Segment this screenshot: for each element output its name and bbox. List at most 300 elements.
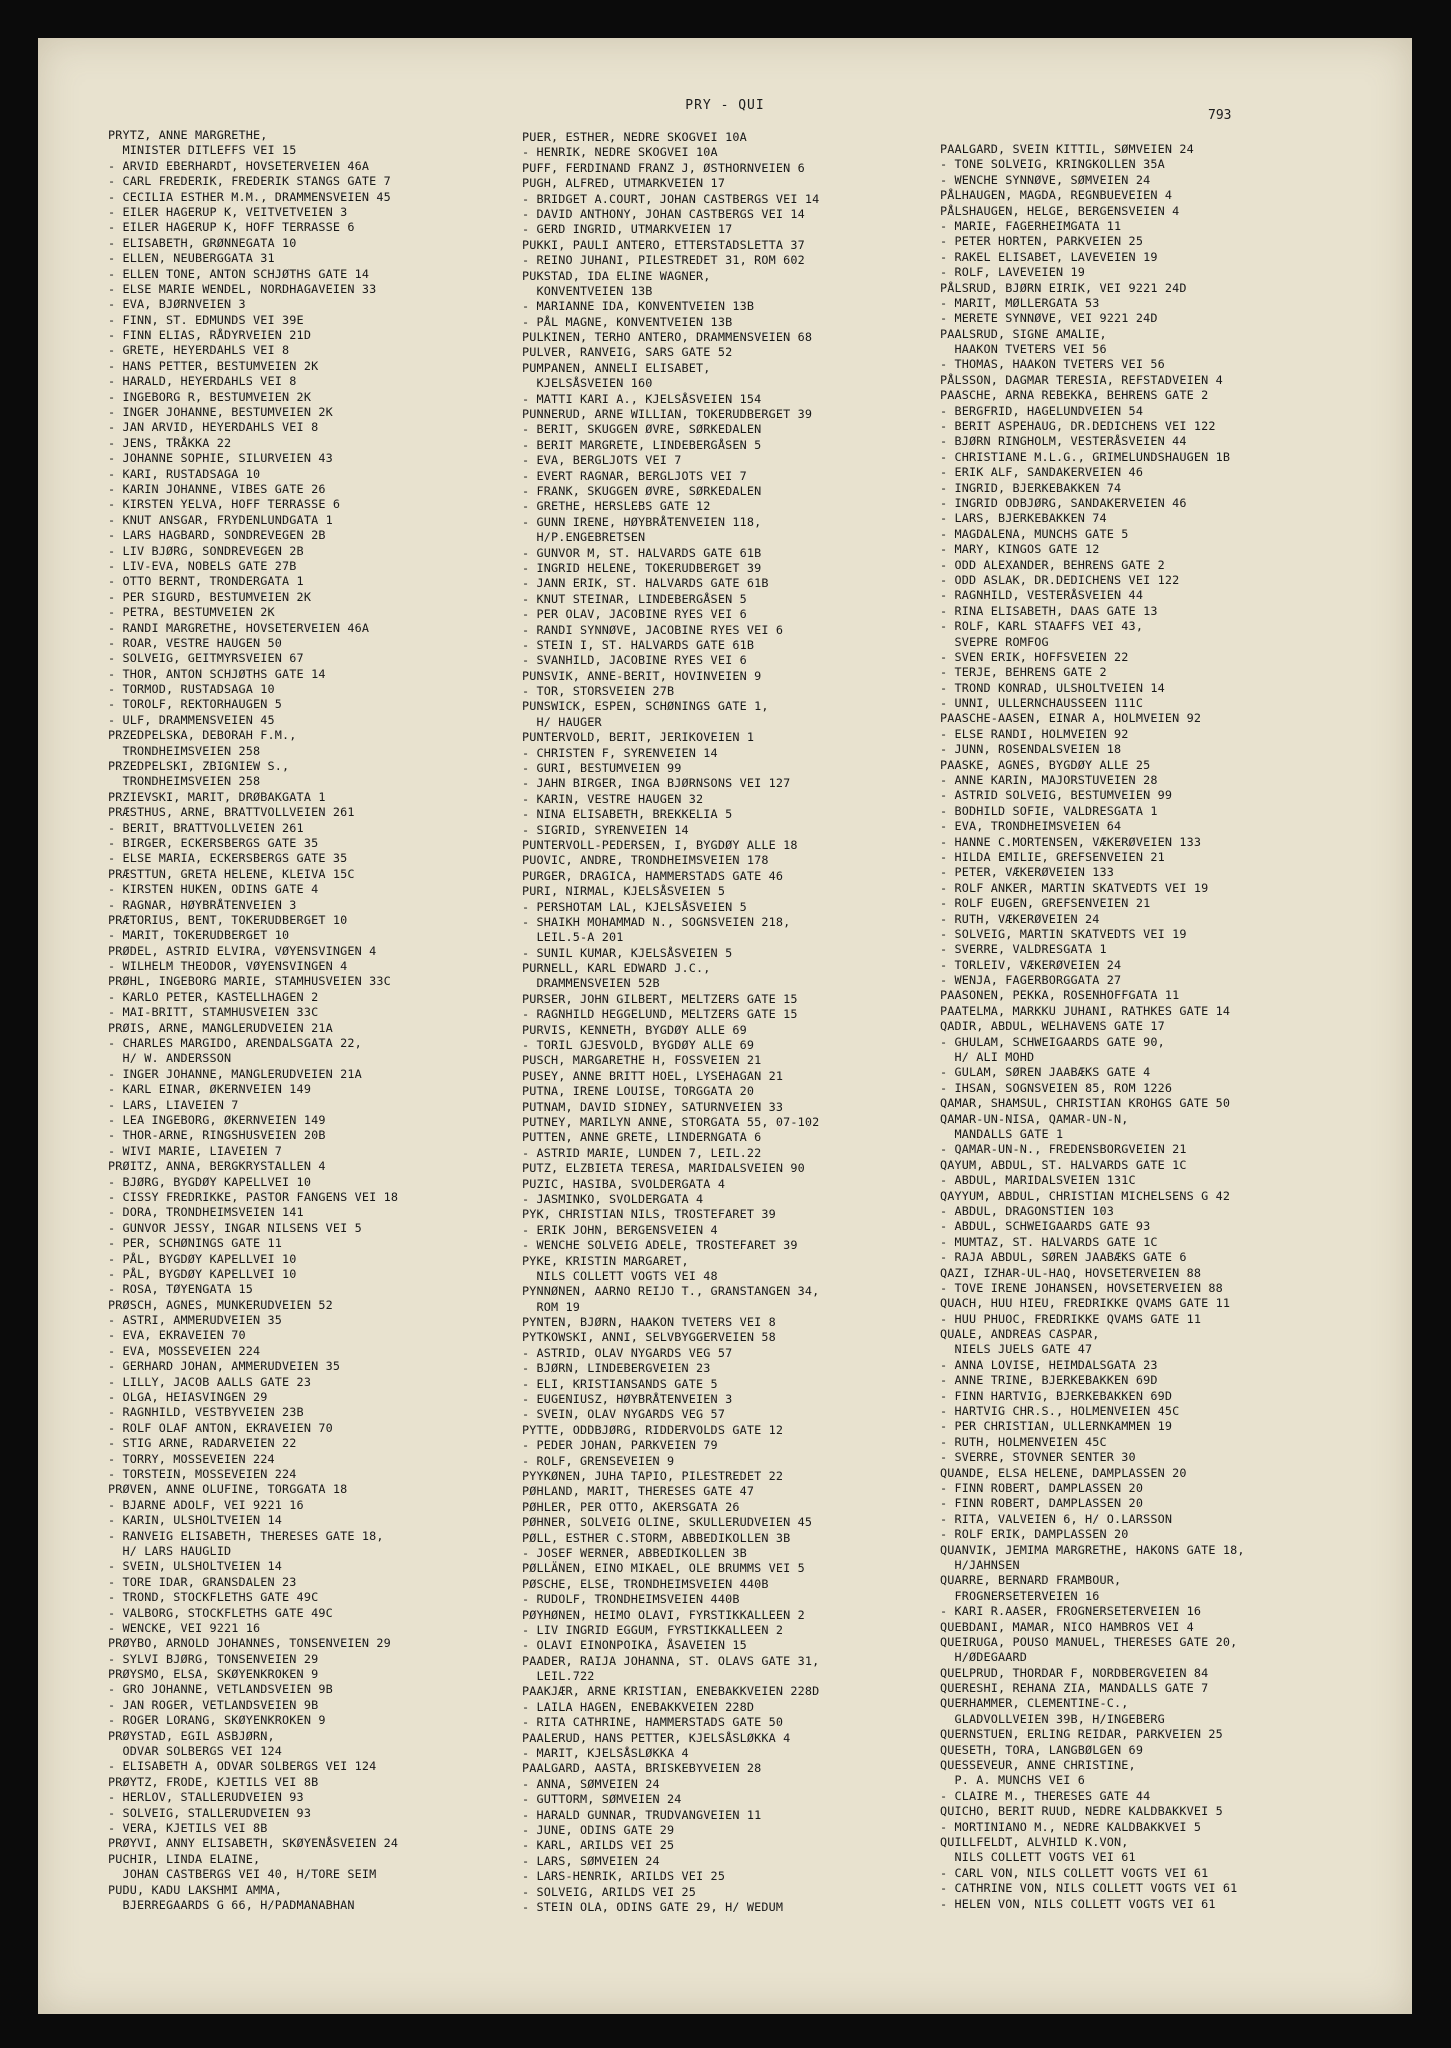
directory-entry-line: - THOMAS, HAAKON TVETERS VEI 56 [940, 357, 1165, 372]
directory-entry-line: LEIL.722 [522, 1669, 595, 1684]
directory-entry-line: - LIV BJØRG, SONDREVEGEN 2B [108, 543, 304, 558]
directory-entry-line: - MARY, KINGOS GATE 12 [940, 542, 1100, 557]
directory-entry-line: - EVERT RAGNAR, BERGLJOTS VEI 7 [522, 468, 747, 483]
directory-entry-line: QAMAR, SHAMSUL, CHRISTIAN KROHGS GATE 50 [940, 1096, 1231, 1111]
directory-entry-line: - CECILIA ESTHER M.M., DRAMMENSVEIEN 45 [108, 189, 391, 204]
directory-entry-line: HAAKON TVETERS VEI 56 [940, 342, 1107, 357]
directory-entry-line: - TOVE IRENE JOHANSEN, HOVSETERVEIEN 88 [940, 1280, 1223, 1295]
directory-entry-line: - TORIL GJESVOLD, BYGDØY ALLE 69 [522, 1038, 755, 1053]
directory-entry-line: - HARTVIG CHR.S., HOLMENVEIEN 45C [940, 1404, 1180, 1419]
directory-entry-line: - JOSEF WERNER, ABBEDIKOLLEN 3B [522, 1545, 747, 1560]
directory-entry-line: - ASTRID, OLAV NYGARDS VEG 57 [522, 1345, 733, 1360]
directory-entry-line: - RANVEIG ELISABETH, THERESES GATE 18, [108, 1528, 384, 1543]
directory-entry-line: QUEIRUGA, POUSO MANUEL, THERESES GATE 20, [940, 1634, 1238, 1649]
directory-entry-line: - ABDUL, SCHWEIGAARDS GATE 93 [940, 1219, 1151, 1234]
directory-entry-line: - HUU PHUOC, FREDRIKKE QVAMS GATE 11 [940, 1311, 1202, 1326]
directory-entry-line: - RAGNHILD, VESTBYVEIEN 23B [108, 1405, 304, 1420]
directory-entry-line: QUACH, HUU HIEU, FREDRIKKE QVAMS GATE 11 [940, 1296, 1231, 1311]
directory-entry-line: PUTNA, IRENE LOUISE, TORGGATA 20 [522, 1084, 755, 1099]
directory-entry-line: - MAI-BRITT, STAMHUSVEIEN 33C [108, 1005, 319, 1020]
directory-entry-line: - CHARLES MARGIDO, ARENDALSGATA 22, [108, 1036, 362, 1051]
directory-entry-line: NIELS JUELS GATE 47 [940, 1342, 1093, 1357]
directory-entry-line: - JAHN BIRGER, INGA BJØRNSONS VEI 127 [522, 776, 791, 791]
directory-entry-line: PRØYBO, ARNOLD JOHANNES, TONSENVEIEN 29 [108, 1636, 391, 1651]
directory-entry-line: - PER SIGURD, BESTUMVEIEN 2K [108, 589, 312, 604]
directory-entry-line: KONVENTVEIEN 13B [522, 283, 653, 298]
directory-entry-line: PRØYVI, ANNY ELISABETH, SKØYENÅSVEIEN 24 [108, 1836, 399, 1851]
directory-entry-line: PRYTZ, ANNE MARGRETHE, [108, 128, 268, 142]
directory-entry-line: PÅLSRUD, BJØRN EIRIK, VEI 9221 24D [940, 280, 1187, 295]
directory-entry-line: - BERIT, BRATTVOLLVEIEN 261 [108, 820, 304, 835]
directory-entry-line: - JUNE, ODINS GATE 29 [522, 1822, 675, 1837]
directory-entry-line: - LILLY, JACOB AALLS GATE 23 [108, 1374, 312, 1389]
directory-entry-line: - TORMOD, RUSTADSAGA 10 [108, 682, 275, 697]
directory-entry-line: - KARIN, ULSHOLTVEIEN 14 [108, 1513, 283, 1528]
directory-entry-line: - GRO JOHANNE, VETLANDSVEIEN 9B [108, 1682, 333, 1697]
directory-entry-line: - JAN ROGER, VETLANDSVEIEN 9B [108, 1697, 319, 1712]
directory-entry-line: - DAVID ANTHONY, JOHAN CASTBERGS VEI 14 [522, 206, 805, 221]
directory-entry-line: - ROSA, TØYENGATA 15 [108, 1282, 254, 1297]
directory-entry-line: - BJARNE ADOLF, VEI 9221 16 [108, 1497, 304, 1512]
directory-entry-line: - STEIN OLA, ODINS GATE 29, H/ WEDUM [522, 1899, 784, 1914]
directory-entry-line: QUEBDANI, MAMAR, NICO HAMBROS VEI 4 [940, 1619, 1194, 1634]
directory-entry-line: NILS COLLETT VOGTS VEI 61 [940, 1850, 1136, 1865]
directory-entry-line: PUNSWICK, ESPEN, SCHØNINGS GATE 1, [522, 699, 769, 714]
directory-entry-line: - PÅL MAGNE, KONVENTVEIEN 13B [522, 314, 733, 329]
directory-entry-line: PYYKØNEN, JUHA TAPIO, PILESTREDET 22 [522, 1468, 784, 1483]
directory-entry-line: PÅLHAUGEN, MAGDA, REGNBUEVEIEN 4 [940, 188, 1173, 203]
directory-entry-line: - HARALD GUNNAR, TRUDVANGVEIEN 11 [522, 1807, 762, 1822]
directory-entry-line: - REINO JUHANI, PILESTREDET 31, ROM 602 [522, 253, 805, 268]
directory-entry-line: - LAILA HAGEN, ENEBAKKVEIEN 228D [522, 1699, 755, 1714]
directory-entry-line: - SYLVI BJØRG, TONSENVEIEN 29 [108, 1651, 319, 1666]
directory-entry-line: - FINN HARTVIG, BJERKEBAKKEN 69D [940, 1388, 1173, 1403]
directory-entry-line: PURSER, JOHN GILBERT, MELTZERS GATE 15 [522, 991, 798, 1006]
directory-entry-line: - PER OLAV, JACOBINE RYES VEI 6 [522, 607, 747, 622]
directory-entry-line: SVEPRE ROMFOG [940, 634, 1049, 649]
directory-entry-line: - PETER, VÆKERØVEIEN 133 [940, 865, 1115, 880]
directory-entry-line: - WENCKE, VEI 9221 16 [108, 1620, 261, 1635]
directory-entry-line: - RUTH, HOLMENVEIEN 45C [940, 1434, 1107, 1449]
directory-entry-line: - VERA, KJETILS VEI 8B [108, 1820, 268, 1835]
directory-entry-line: PUTZ, ELZBIETA TERESA, MARIDALSVEIEN 90 [522, 1161, 805, 1176]
directory-entry-line: PYNNØNEN, AARNO REIJO T., GRANSTANGEN 34, [522, 1284, 820, 1299]
directory-entry-line: TRONDHEIMSVEIEN 258 [108, 743, 261, 758]
directory-entry-line: - PER, SCHØNINGS GATE 11 [108, 1236, 283, 1251]
directory-entry-line: - ANNA LOVISE, HEIMDALSGATA 23 [940, 1357, 1158, 1372]
directory-entry-line: - KARI, RUSTADSAGA 10 [108, 466, 261, 481]
directory-entry-line: QUERNSTUEN, ERLING REIDAR, PARKVEIEN 25 [940, 1727, 1223, 1742]
directory-entry-line: - RAGNAR, HØYBRÅTENVEIEN 3 [108, 897, 297, 912]
directory-entry-line: - ARVID EBERHARDT, HOVSETERVEIEN 46A [108, 158, 370, 173]
directory-entry-line: - RAGNHILD HEGGELUND, MELTZERS GATE 15 [522, 1007, 798, 1022]
directory-entry-line: TRONDHEIMSVEIEN 258 [108, 774, 261, 789]
directory-entry-line: - KIRSTEN HUKEN, ODINS GATE 4 [108, 882, 319, 897]
directory-entry-line: - MAGDALENA, MUNCHS GATE 5 [940, 526, 1129, 541]
directory-entry-line: - UNNI, ULLERNCHAUSSEEN 111C [940, 696, 1144, 711]
directory-entry-line: - LARS HAGBARD, SONDREVEGEN 2B [108, 528, 326, 543]
directory-entry-line: PUKKI, PAULI ANTERO, ETTERSTADSLETTA 37 [522, 237, 805, 252]
directory-entry-line: - INGRID ODBJØRG, SANDAKERVEIEN 46 [940, 495, 1187, 510]
directory-entry-line: PUTNAM, DAVID SIDNEY, SATURNVEIEN 33 [522, 1099, 784, 1114]
directory-entry-line: - PERSHOTAM LAL, KJELSÅSVEIEN 5 [522, 899, 747, 914]
directory-entry-line: PRØDEL, ASTRID ELVIRA, VØYENSVINGEN 4 [108, 943, 377, 958]
directory-entry-line: - ODD ALEXANDER, BEHRENS GATE 2 [940, 557, 1165, 572]
directory-entry-line: - ODD ASLAK, DR.DEDICHENS VEI 122 [940, 572, 1180, 587]
directory-entry-line: - CHRISTIANE M.L.G., GRIMELUNDSHAUGEN 1B [940, 449, 1231, 464]
directory-entry-line: - CHRISTEN F, SYRENVEIEN 14 [522, 745, 718, 760]
directory-entry-line: PRØITZ, ANNA, BERGKRYSTALLEN 4 [108, 1159, 326, 1174]
directory-entry-line: - GUNN IRENE, HØYBRÅTENVEIEN 118, [522, 514, 762, 529]
directory-entry-line: - KIRSTEN YELVA, HOFF TERRASSE 6 [108, 497, 341, 512]
directory-entry-line: PURNELL, KARL EDWARD J.C., [522, 961, 711, 976]
directory-entry-line: PRZIEVSKI, MARIT, DRØBAKGATA 1 [108, 789, 326, 804]
directory-entry-line: - TORRY, MOSSEVEIEN 224 [108, 1451, 275, 1466]
directory-entry-line: - BJØRN, LINDEBERGVEIEN 23 [522, 1361, 711, 1376]
directory-entry-line: - JAN ARVID, HEYERDAHLS VEI 8 [108, 420, 319, 435]
directory-entry-line: - RUTH, VÆKERØVEIEN 24 [940, 911, 1100, 926]
directory-entry-line: - KARIN JOHANNE, VIBES GATE 26 [108, 481, 326, 496]
directory-entry-line: - INGER JOHANNE, BESTUMVEIEN 2K [108, 405, 333, 420]
directory-entry-line: PUNNERUD, ARNE WILLIAN, TOKERUDBERGET 39 [522, 407, 813, 422]
directory-entry-line: - RANDI MARGRETHE, HOVSETERVEIEN 46A [108, 620, 370, 635]
directory-entry-line: - WENCHE SYNNØVE, SØMVEIEN 24 [940, 172, 1151, 187]
directory-entry-line: - EUGENIUSZ, HØYBRÅTENVEIEN 3 [522, 1392, 733, 1407]
directory-entry-line: - RAJA ABDUL, SØREN JAABÆKS GATE 6 [940, 1250, 1187, 1265]
directory-entry-line: - ELSE MARIE WENDEL, NORDHAGAVEIEN 33 [108, 281, 377, 296]
directory-entry-line: PAASKE, AGNES, BYGDØY ALLE 25 [940, 757, 1151, 772]
directory-entry-line: - SOLVEIG, ARILDS VEI 25 [522, 1884, 697, 1899]
directory-entry-line: - JASMINKO, SVOLDERGATA 4 [522, 1191, 704, 1206]
directory-entry-line: QUESSEVEUR, ANNE CHRISTINE, [940, 1758, 1136, 1773]
directory-entry-line: - SVANHILD, JACOBINE RYES VEI 6 [522, 653, 747, 668]
directory-entry-line: - PETER HORTEN, PARKVEIEN 25 [940, 234, 1144, 249]
directory-entry-line: - ROLF ERIK, DAMPLASSEN 20 [940, 1527, 1129, 1542]
directory-entry-line: - FINN, ST. EDMUNDS VEI 39E [108, 312, 304, 327]
directory-entry-line: - ASTRI, AMMERUDVEIEN 35 [108, 1313, 283, 1328]
directory-entry-line: - IHSAN, SOGNSVEIEN 85, ROM 1226 [940, 1080, 1173, 1095]
directory-entry-line: - BERIT, SKUGGEN ØVRE, SØRKEDALEN [522, 422, 762, 437]
directory-entry-line: - GUNVOR M, ST. HALVARDS GATE 61B [522, 545, 762, 560]
directory-entry-line: - INGRID HELENE, TOKERUDBERGET 39 [522, 560, 762, 575]
directory-entry-line: - KARL EINAR, ØKERNVEIEN 149 [108, 1082, 312, 1097]
directory-entry-line: - ELISABETH, GRØNNEGATA 10 [108, 235, 297, 250]
directory-entry-line: PAADER, RAIJA JOHANNA, ST. OLAVS GATE 31, [522, 1653, 820, 1668]
directory-entry-line: PAASCHE-AASEN, EINAR A, HOLMVEIEN 92 [940, 711, 1202, 726]
directory-entry-line: - ERIK JOHN, BERGENSVEIEN 4 [522, 1222, 718, 1237]
directory-entry-line: - INGER JOHANNE, MANGLERUDVEIEN 21A [108, 1066, 362, 1081]
directory-entry-line: - RAGNHILD, VESTERÅSVEIEN 44 [940, 588, 1144, 603]
directory-entry-line: FROGNERSETERVEIEN 16 [940, 1588, 1100, 1603]
directory-entry-line: - ASTRID SOLVEIG, BESTUMVEIEN 99 [940, 788, 1173, 803]
running-head: PRY - QUI [685, 98, 765, 113]
directory-entry-line: - LARS-HENRIK, ARILDS VEI 25 [522, 1869, 726, 1884]
directory-entry-line: PAASCHE, ARNA REBEKKA, BEHRENS GATE 2 [940, 388, 1209, 403]
directory-entry-line: - SOLVEIG, GEITMYRSVEIEN 67 [108, 651, 304, 666]
directory-entry-line: - HILDA EMILIE, GREFSENVEIEN 21 [940, 849, 1165, 864]
directory-entry-line: PAALGARD, AASTA, BRISKEBYVEIEN 28 [522, 1761, 762, 1776]
directory-entry-line: PØYHØNEN, HEIMO OLAVI, FYRSTIKKALLEEN 2 [522, 1607, 805, 1622]
directory-entry-line: PUER, ESTHER, NEDRE SKOGVEI 10A [522, 130, 747, 144]
directory-entry-line: PUTTEN, ANNE GRETE, LINDERNGATA 6 [522, 1130, 762, 1145]
directory-entry-line: - ERIK ALF, SANDAKERVEIEN 46 [940, 465, 1144, 480]
directory-entry-line: - DORA, TRONDHEIMSVEIEN 141 [108, 1205, 304, 1220]
directory-entry-line: - EVA, TRONDHEIMSVEIEN 64 [940, 819, 1122, 834]
directory-entry-line: PRÆSTHUS, ARNE, BRATTVOLLVEIEN 261 [108, 805, 355, 820]
directory-entry-line: - FINN ROBERT, DAMPLASSEN 20 [940, 1480, 1144, 1495]
directory-entry-line: PÅLSSON, DAGMAR TERESIA, REFSTADVEIEN 4 [940, 372, 1223, 387]
directory-entry-line: - NINA ELISABETH, BREKKELIA 5 [522, 807, 733, 822]
directory-entry-line: - ELI, KRISTIANSANDS GATE 5 [522, 1376, 718, 1391]
directory-entry-line: - RINA ELISABETH, DAAS GATE 13 [940, 603, 1158, 618]
directory-entry-line: - LIV-EVA, NOBELS GATE 27B [108, 558, 297, 573]
directory-entry-line: - EILER HAGERUP K, VEITVETVEIEN 3 [108, 204, 348, 219]
directory-entry-line: PØLLÄNEN, EINO MIKAEL, OLE BRUMMS VEI 5 [522, 1561, 805, 1576]
directory-entry-line: - RITA CATHRINE, HAMMERSTADS GATE 50 [522, 1715, 784, 1730]
directory-entry-line: P. A. MUNCHS VEI 6 [940, 1773, 1086, 1788]
directory-entry-line: H/ LARS HAUGLID [108, 1543, 232, 1558]
directory-entry-line: - HANS PETTER, BESTUMVEIEN 2K [108, 358, 319, 373]
directory-entry-line: QUICHO, BERIT RUUD, NEDRE KALDBAKKVEI 5 [940, 1804, 1223, 1819]
directory-entry-line: - ROLF EUGEN, GREFSENVEIEN 21 [940, 896, 1151, 911]
directory-entry-line: PAAKJÆR, ARNE KRISTIAN, ENEBAKKVEIEN 228D [522, 1684, 820, 1699]
directory-entry-line: - WILHELM THEODOR, VØYENSVINGEN 4 [108, 959, 348, 974]
directory-entry-line: - SVEIN, ULSHOLTVEIEN 14 [108, 1559, 283, 1574]
directory-entry-line: ODVAR SOLBERGS VEI 124 [108, 1744, 283, 1759]
directory-entry-line: - CATHRINE VON, NILS COLLETT VOGTS VEI 61 [940, 1881, 1238, 1896]
directory-entry-line: NILS COLLETT VOGTS VEI 48 [522, 1268, 718, 1283]
directory-entry-line: QUANDE, ELSA HELENE, DAMPLASSEN 20 [940, 1465, 1187, 1480]
directory-entry-line: PØLL, ESTHER C.STORM, ABBEDIKOLLEN 3B [522, 1530, 791, 1545]
directory-entry-line: - CISSY FREDRIKKE, PASTOR FANGENS VEI 18 [108, 1189, 399, 1204]
directory-entry-line: - ULF, DRAMMENSVEIEN 45 [108, 712, 275, 727]
directory-entry-line: - LARS, SØMVEIEN 24 [522, 1853, 660, 1868]
directory-entry-line: PUCHIR, LINDA ELAINE, [108, 1851, 261, 1866]
directory-entry-line: QUALE, ANDREAS CASPAR, [940, 1327, 1100, 1342]
page-number: 793 [1208, 108, 1232, 123]
directory-entry-line: - WENJA, FAGERBORGGATA 27 [940, 973, 1122, 988]
directory-entry-line: PRØIS, ARNE, MANGLERUDVEIEN 21A [108, 1020, 333, 1035]
directory-entry-line: - TERJE, BEHRENS GATE 2 [940, 665, 1107, 680]
directory-entry-line: - KARL, ARILDS VEI 25 [522, 1838, 675, 1853]
directory-entry-line: - EILER HAGERUP K, HOFF TERRASSE 6 [108, 220, 355, 235]
directory-entry-line: MANDALLS GATE 1 [940, 1127, 1064, 1141]
directory-entry-line: QADIR, ABDUL, WELHAVENS GATE 17 [940, 1019, 1165, 1034]
directory-entry-line: - ABDUL, DRAGONSTIEN 103 [940, 1203, 1115, 1218]
directory-entry-line: H/JAHNSEN [940, 1557, 1020, 1572]
directory-entry-line: PURVIS, KENNETH, BYGDØY ALLE 69 [522, 1022, 747, 1037]
directory-entry-line: - ROLF ANKER, MARTIN SKATVEDTS VEI 19 [940, 880, 1209, 895]
directory-entry-line: - KARIN, VESTRE HAUGEN 32 [522, 791, 704, 806]
directory-entry-line: - PÅL, BYGDØY KAPELLVEI 10 [108, 1251, 297, 1266]
directory-entry-line: PUOVIC, ANDRE, TRONDHEIMSVEIEN 178 [522, 853, 769, 868]
directory-entry-line: - LIV INGRID EGGUM, FYRSTIKKALLEEN 2 [522, 1622, 784, 1637]
directory-entry-line: - SOLVEIG, MARTIN SKATVEDTS VEI 19 [940, 926, 1187, 941]
directory-entry-line: H/ HAUGER [522, 714, 602, 729]
directory-entry-line: QAZI, IZHAR-UL-HAQ, HOVSETERVEIEN 88 [940, 1265, 1202, 1280]
directory-entry-line: - STIG ARNE, RADARVEIEN 22 [108, 1436, 297, 1451]
directory-entry-line: BJERREGAARDS G 66, H/PADMANABHAN [108, 1897, 355, 1912]
directory-entry-line: - ABDUL, MARIDALSVEIEN 131C [940, 1173, 1136, 1188]
directory-entry-line: - BODHILD SOFIE, VALDRESGATA 1 [940, 803, 1158, 818]
directory-entry-line: - BJØRN RINGHOLM, VESTERÅSVEIEN 44 [940, 434, 1187, 449]
directory-entry-line: - EVA, MOSSEVEIEN 224 [108, 1343, 261, 1358]
directory-entry-line: - HENRIK, NEDRE SKOGVEI 10A [522, 145, 718, 160]
directory-entry-line: - CARL VON, NILS COLLETT VOGTS VEI 61 [940, 1865, 1209, 1880]
directory-entry-line: - ELISABETH A, ODVAR SOLBERGS VEI 124 [108, 1759, 377, 1774]
directory-entry-line: - BERIT MARGRETE, LINDEBERGÅSEN 5 [522, 437, 762, 452]
directory-entry-line: - INGEBORG R, BESTUMVEIEN 2K [108, 389, 312, 404]
directory-entry-line: QUILLFELDT, ALVHILD K.VON, [940, 1834, 1129, 1849]
directory-entry-line: PUNTERVOLD, BERIT, JERIKOVEIEN 1 [522, 730, 755, 745]
directory-entry-line: JOHAN CASTBERGS VEI 40, H/TORE SEIM [108, 1867, 377, 1882]
directory-entry-line: PUKSTAD, IDA ELINE WAGNER, [522, 268, 711, 283]
directory-entry-line: - ROLF OLAF ANTON, EKRAVEIEN 70 [108, 1420, 333, 1435]
directory-entry-line: - SOLVEIG, STALLERUDVEIEN 93 [108, 1805, 312, 1820]
directory-entry-line: - QAMAR-UN-N., FREDENSBORGVEIEN 21 [940, 1142, 1187, 1157]
directory-entry-line: - PETRA, BESTUMVEIEN 2K [108, 605, 275, 620]
directory-entry-line: PULKINEN, TERHO ANTERO, DRAMMENSVEIEN 68 [522, 330, 813, 345]
directory-entry-line: - TOROLF, REKTORHAUGEN 5 [108, 697, 283, 712]
directory-entry-line: - SVERRE, STOVNER SENTER 30 [940, 1450, 1136, 1465]
directory-entry-line: - ROLF, GRENSEVEIEN 9 [522, 1453, 675, 1468]
directory-entry-line: - ASTRID MARIE, LUNDEN 7, LEIL.22 [522, 1145, 762, 1160]
directory-entry-line: ROM 19 [522, 1299, 581, 1314]
directory-entry-line: PUTNEY, MARILYN ANNE, STORGATA 55, 07-102 [522, 1115, 820, 1129]
directory-entry-line: PAASONEN, PEKKA, ROSENHOFFGATA 11 [940, 988, 1180, 1003]
directory-entry-line: QUERHAMMER, CLEMENTINE-C., [940, 1696, 1129, 1711]
directory-entry-line: H/ W. ANDERSSON [108, 1051, 232, 1066]
directory-entry-line: - PEDER JOHAN, PARKVEIEN 79 [522, 1438, 718, 1453]
directory-entry-line: - MARIANNE IDA, KONVENTVEIEN 13B [522, 299, 755, 314]
directory-entry-line: PUNTERVOLL-PEDERSEN, I, BYGDØY ALLE 18 [522, 837, 798, 852]
directory-entry-line: - GHULAM, SCHWEIGAARDS GATE 90, [940, 1034, 1165, 1049]
directory-entry-line: - BIRGER, ECKERSBERGS GATE 35 [108, 835, 319, 850]
directory-entry-line: PUSCH, MARGARETHE H, FOSSVEIEN 21 [522, 1053, 762, 1068]
directory-entry-line: PRÆSTTUN, GRETA HELENE, KLEIVA 15C [108, 866, 355, 881]
directory-entry-line: - SVERRE, VALDRESGATA 1 [940, 942, 1107, 957]
directory-entry-line: - OLAVI EINONPOIKA, ÅSAVEIEN 15 [522, 1638, 747, 1653]
directory-entry-line: - TORSTEIN, MOSSEVEIEN 224 [108, 1466, 297, 1481]
directory-entry-line: - OTTO BERNT, TRONDERGATA 1 [108, 574, 304, 589]
directory-entry-line: PAALERUD, HANS PETTER, KJELSÅSLØKKA 4 [522, 1730, 791, 1745]
directory-entry-line: - JUNN, ROSENDALSVEIEN 18 [940, 742, 1122, 757]
directory-entry-line: MINISTER DITLEFFS VEI 15 [108, 143, 297, 158]
directory-entry-line: - BERGFRID, HAGELUNDVEIEN 54 [940, 403, 1144, 418]
directory-entry-line: - MARIT, MØLLERGATA 53 [940, 295, 1100, 310]
directory-entry-line: - EVA, BJØRNVEIEN 3 [108, 297, 246, 312]
directory-entry-line: - EVA, BERGLJOTS VEI 7 [522, 453, 682, 468]
directory-entry-line: LEIL.5-A 201 [522, 930, 624, 945]
directory-entry-line: - TORLEIV, VÆKERØVEIEN 24 [940, 957, 1122, 972]
directory-page [38, 38, 1412, 2014]
directory-entry-line: - MARIE, FAGERHEIMGATA 11 [940, 218, 1122, 233]
directory-entry-line: PRØYSTAD, EGIL ASBJØRN, [108, 1728, 275, 1743]
directory-entry-line: - ANNA, SØMVEIEN 24 [522, 1776, 660, 1791]
directory-entry-line: PÅLSHAUGEN, HELGE, BERGENSVEIEN 4 [940, 203, 1180, 218]
directory-entry-line: - ELSE MARIA, ECKERSBERGS GATE 35 [108, 851, 348, 866]
directory-entry-line: QAYYUM, ABDUL, CHRISTIAN MICHELSENS G 42 [940, 1188, 1231, 1203]
directory-entry-line: PRØSCH, AGNES, MUNKERUDVEIEN 52 [108, 1297, 333, 1312]
directory-entry-line: - ELLEN TONE, ANTON SCHJØTHS GATE 14 [108, 266, 370, 281]
directory-entry-line: PRØYSMO, ELSA, SKØYENKROKEN 9 [108, 1667, 319, 1682]
directory-entry-line: H/P.ENGEBRETSEN [522, 530, 646, 545]
directory-entry-line: PYTTE, ODDBJØRG, RIDDERVOLDS GATE 12 [522, 1422, 784, 1437]
directory-entry-line: H/ØDEGAARD [940, 1650, 1028, 1665]
directory-column-3 [940, 142, 1360, 1912]
directory-entry-line: PRÆTORIUS, BENT, TOKERUDBERGET 10 [108, 912, 348, 927]
directory-entry-line: - FINN ELIAS, RÅDYRVEIEN 21D [108, 328, 312, 343]
directory-entry-line: - JOHANNE SOPHIE, SILURVEIEN 43 [108, 451, 333, 466]
directory-entry-line: - SHAIKH MOHAMMAD N., SOGNSVEIEN 218, [522, 914, 791, 929]
directory-column-1 [108, 128, 528, 1913]
directory-entry-line: - MORTINIANO M., NEDRE KALDBAKKVEI 5 [940, 1819, 1202, 1834]
directory-entry-line: - TOR, STORSVEIEN 27B [522, 684, 675, 699]
directory-entry-line: PUGH, ALFRED, UTMARKVEIEN 17 [522, 176, 726, 191]
directory-entry-line: - BERIT ASPEHAUG, DR.DEDICHENS VEI 122 [940, 419, 1216, 434]
directory-entry-line: - RITA, VALVEIEN 6, H/ O.LARSSON [940, 1511, 1173, 1526]
directory-entry-line: - LARS, BJERKEBAKKEN 74 [940, 511, 1107, 526]
directory-entry-line: - RANDI SYNNØVE, JACOBINE RYES VEI 6 [522, 622, 784, 637]
directory-entry-line: PØHLER, PER OTTO, AKERSGATA 26 [522, 1499, 740, 1514]
directory-entry-line: QUANVIK, JEMIMA MARGRETHE, HAKONS GATE 18, [940, 1542, 1245, 1557]
directory-entry-line: - SVEIN, OLAV NYGARDS VEG 57 [522, 1407, 726, 1422]
directory-entry-line: - GUTTORM, SØMVEIEN 24 [522, 1792, 682, 1807]
directory-entry-line: PAALSRUD, SIGNE AMALIE, [940, 326, 1107, 341]
directory-entry-line: - ROGER LORANG, SKØYENKROKEN 9 [108, 1713, 326, 1728]
directory-entry-line: QUESETH, TORA, LANGBØLGEN 69 [940, 1742, 1144, 1757]
directory-entry-line: PYKE, KRISTIN MARGARET, [522, 1253, 689, 1268]
directory-entry-line: GLADVOLLVEIEN 39B, H/INGEBERG [940, 1711, 1165, 1726]
directory-entry-line: - MARIT, TOKERUDBERGET 10 [108, 928, 290, 943]
directory-entry-line: - EVA, EKRAVEIEN 70 [108, 1328, 246, 1343]
directory-entry-line: - KNUT STEINAR, LINDEBERGÅSEN 5 [522, 591, 747, 606]
directory-entry-line: - TROND, STOCKFLETHS GATE 49C [108, 1590, 319, 1605]
directory-entry-line: - STEIN I, ST. HALVARDS GATE 61B [522, 637, 755, 652]
directory-entry-line: - INGRID, BJERKEBAKKEN 74 [940, 480, 1122, 495]
directory-entry-line: PRZEDPELSKI, ZBIGNIEW S., [108, 759, 290, 774]
directory-entry-line: DRAMMENSVEIEN 52B [522, 976, 660, 991]
directory-entry-line: - BRIDGET A.COURT, JOHAN CASTBERGS VEI 14 [522, 191, 820, 206]
directory-entry-line: - ROLF, LAVEVEIEN 19 [940, 265, 1086, 280]
directory-entry-line: - KARI R.AASER, FROGNERSETERVEIEN 16 [940, 1604, 1202, 1619]
directory-entry-line: PURI, NIRMAL, KJELSÅSVEIEN 5 [522, 884, 726, 899]
directory-entry-line: PØSCHE, ELSE, TRONDHEIMSVEIEN 440B [522, 1576, 769, 1591]
directory-entry-line: - ANNE KARIN, MAJORSTUVEIEN 28 [940, 773, 1158, 788]
directory-entry-line: KJELSÅSVEIEN 160 [522, 376, 653, 391]
directory-entry-line: - KNUT ANSGAR, FRYDENLUNDGATA 1 [108, 512, 333, 527]
directory-entry-line: PØHNER, SOLVEIG OLINE, SKULLERUDVEIEN 45 [522, 1515, 813, 1530]
directory-column-2 [522, 130, 942, 1915]
directory-entry-line: - TROND KONRAD, ULSHOLTVEIEN 14 [940, 680, 1165, 695]
directory-entry-line: PRZEDPELSKA, DEBORAH F.M., [108, 728, 297, 743]
directory-entry-line: - LARS, LIAVEIEN 7 [108, 1097, 239, 1112]
directory-entry-line: - ELSE RANDI, HOLMVEIEN 92 [940, 726, 1129, 741]
directory-entry-line: - TORE IDAR, GRANSDALEN 23 [108, 1574, 297, 1589]
directory-entry-line: - SUNIL KUMAR, KJELSÅSVEIEN 5 [522, 945, 733, 960]
directory-entry-line: - GULAM, SØREN JAABÆKS GATE 4 [940, 1065, 1151, 1080]
directory-entry-line: - HERLOV, STALLERUDVEIEN 93 [108, 1790, 304, 1805]
directory-entry-line: - MUMTAZ, ST. HALVARDS GATE 1C [940, 1234, 1158, 1249]
directory-entry-line: - GURI, BESTUMVEIEN 99 [522, 761, 682, 776]
directory-entry-line: QUARRE, BERNARD FRAMBOUR, [940, 1573, 1122, 1588]
directory-entry-line: - HELEN VON, NILS COLLETT VOGTS VEI 61 [940, 1896, 1216, 1911]
directory-entry-line: - KARLO PETER, KASTELLHAGEN 2 [108, 989, 319, 1004]
directory-entry-line: - LEA INGEBORG, ØKERNVEIEN 149 [108, 1113, 326, 1127]
directory-entry-line: - OLGA, HEIASVINGEN 29 [108, 1390, 268, 1405]
directory-entry-line: - ROAR, VESTRE HAUGEN 50 [108, 635, 283, 650]
directory-entry-line: PAALGARD, SVEIN KITTIL, SØMVEIEN 24 [940, 142, 1194, 156]
